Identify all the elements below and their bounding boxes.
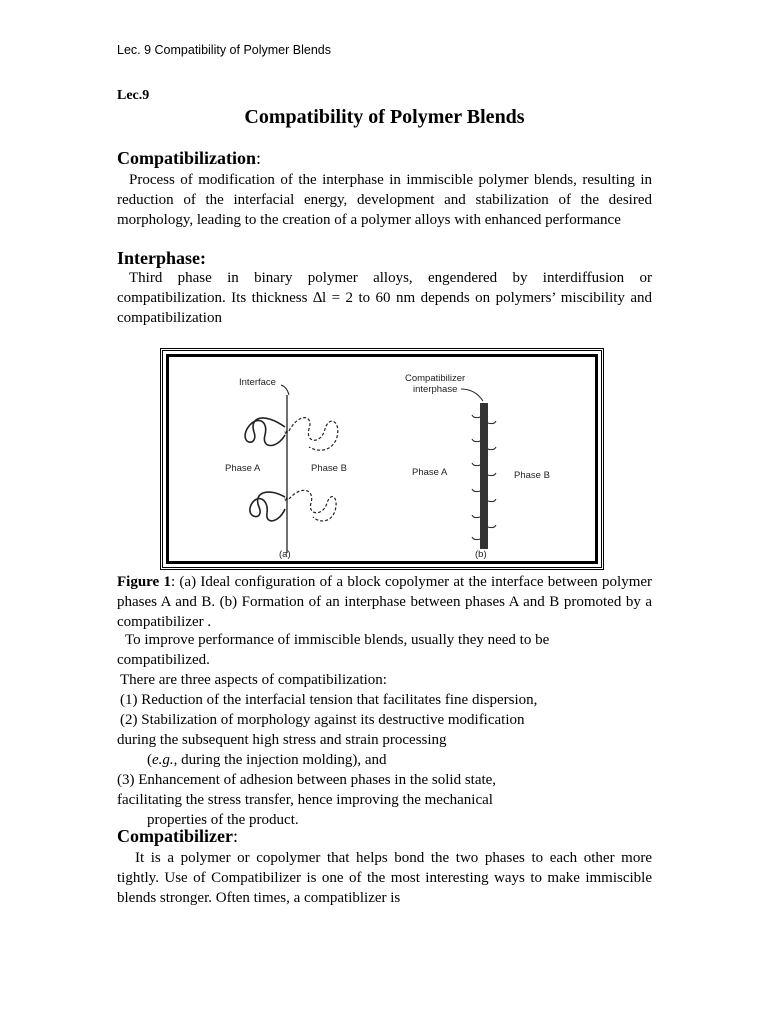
interphase-label: interphase (413, 384, 458, 395)
upper-block-copolymer (245, 418, 285, 446)
interphase-band (480, 403, 488, 549)
interface-label: Interface (239, 377, 276, 388)
compatibilization-paragraph: Process of modification of the interphase in immiscible polymer blends, resulting in reduction of the interfacial energy, development and stabilization of the desired morphology, leading to the creation of a polymer alloys with enhanced performance (117, 172, 652, 228)
compatibilizer-label: Compatibilizer (405, 373, 466, 384)
aspect-3-line-3: properties of the product. (147, 812, 299, 828)
aspect-2-line-2: during the subsequent high stress and strain processing (117, 732, 447, 748)
lower-block-copolymer (250, 492, 285, 521)
figure-1 (160, 348, 604, 570)
figure-caption-label: Figure 1 (117, 574, 171, 590)
interphase-section (117, 248, 652, 328)
aspect-3-line-1: (3) Enhancement of adhesion between phases in the solid state, (117, 772, 497, 788)
panel-b (405, 373, 550, 560)
compatibilizer-heading: Compatibilizer: (117, 826, 238, 846)
compatibilizer-paragraph: It is a polymer or copolymer that helps bond the two phases to each other more tightly. Use of Compatibilizer is one of the most interesting ways to make immiscible blends stronger. Often times, a compatiblizer is (117, 850, 652, 906)
aspects-intro: There are three aspects of compatibilization: (120, 672, 387, 688)
figure-1-image (166, 354, 598, 564)
phase-a-label-a: Phase A (225, 463, 261, 474)
aspect-1: (1) Reduction of the interfacial tension that facilitates fine dispersion, (120, 692, 538, 708)
phase-b-label-b: Phase B (514, 470, 550, 481)
panel-b-label: (b) (475, 549, 487, 560)
compatibilization-section (117, 148, 652, 230)
figure-1-drawing (169, 357, 595, 561)
improve-line-1: To improve performance of immiscible blends, usually they need to be (125, 632, 550, 648)
panel-a (225, 377, 347, 560)
improve-line-2: compatibilized. (117, 652, 210, 668)
compatibilizer-section (117, 826, 652, 908)
document-title: Compatibility of Polymer Blends (244, 106, 525, 128)
svg-text:*: * (284, 496, 289, 508)
phase-b-label-a: Phase B (311, 463, 347, 474)
panel-a-label: (a) (279, 549, 291, 560)
figure-caption (117, 572, 652, 632)
figure-caption-text: : (a) Ideal configuration of a block copolymer at the interface between polymer phases A and B. (b) Formation of an interphase between phases A and B promoted by a compatibilizer . (117, 574, 653, 630)
aspect-2-line-1: (2) Stabilization of morphology against its destructive modification (120, 712, 525, 728)
compatibilization-heading: Compatibilization: (117, 148, 262, 168)
interphase-heading: Interphase: (117, 248, 206, 268)
running-header: Lec. 9 Compatibility of Polymer Blends (117, 43, 331, 57)
aspect-3-line-2: facilitating the stress transfer, hence improving the mechanical (117, 792, 493, 808)
aspect-2-line-3: (e.g., during the injection molding), and (147, 752, 387, 768)
lecture-label: Lec.9 (117, 88, 150, 103)
aspects-section (117, 630, 652, 830)
svg-text:*: * (284, 429, 289, 441)
interphase-paragraph: Third phase in binary polymer alloys, engendered by interdiffusion or compatibilization. Its thickness ∆l = 2 to 60 nm depends on polymers’ miscibility and compatibilization (117, 270, 652, 326)
phase-a-label-b: Phase A (412, 467, 448, 478)
